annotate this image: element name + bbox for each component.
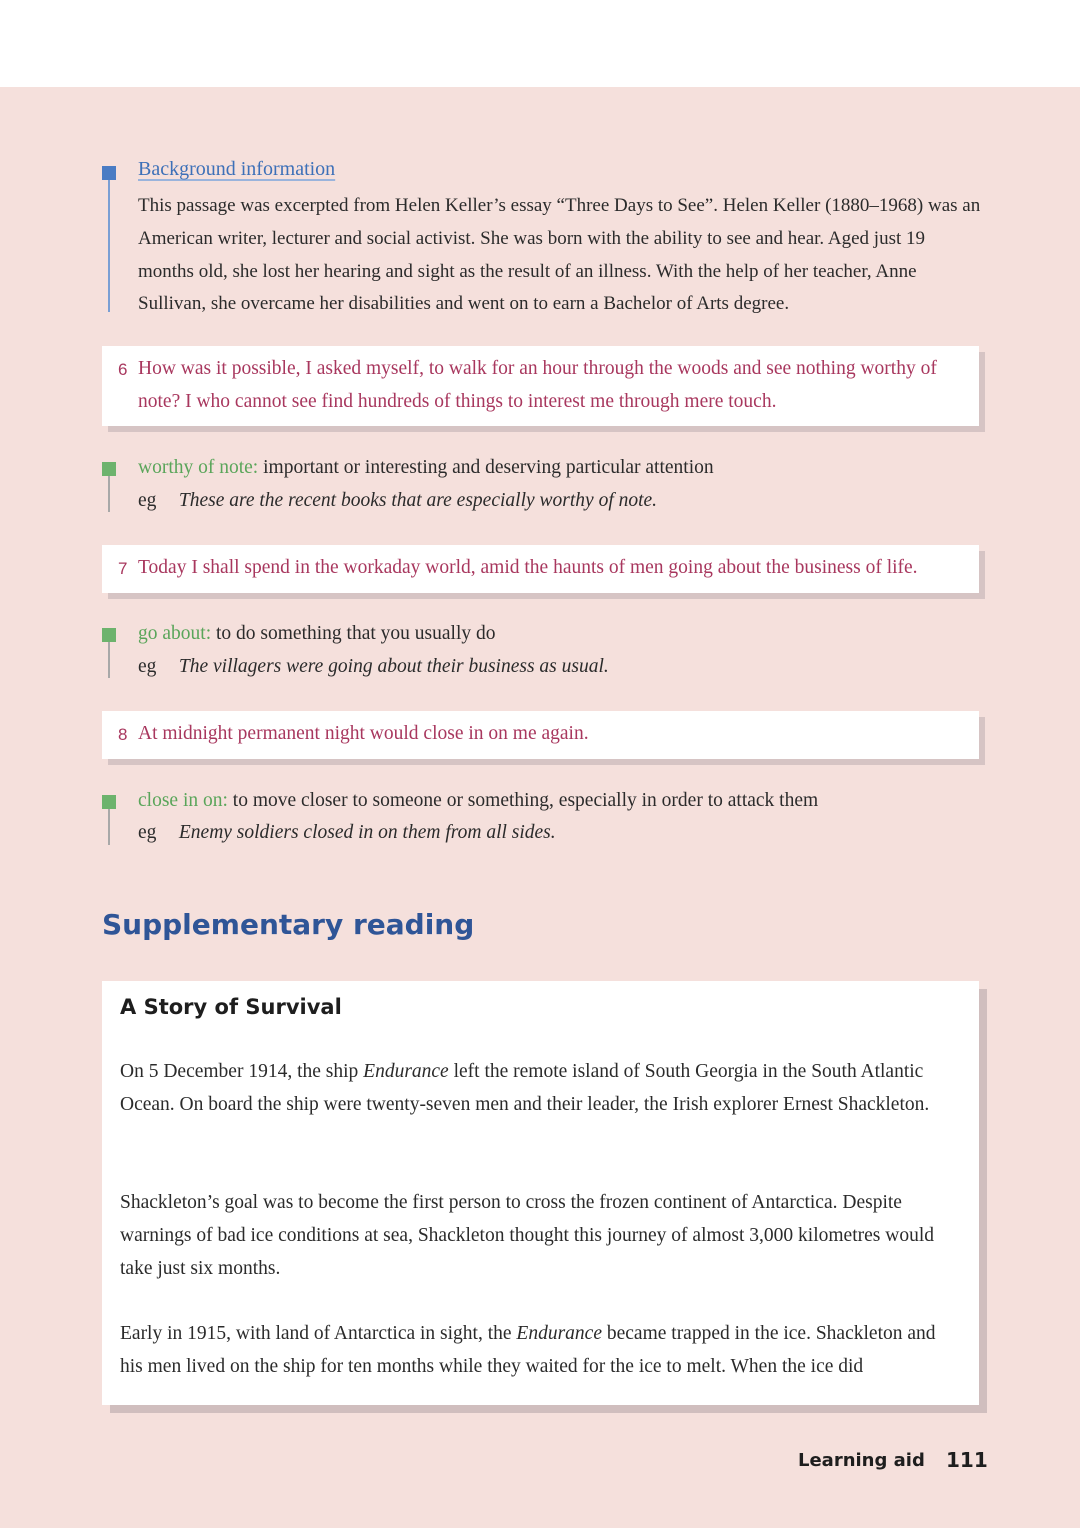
vocab-definition: to move closer to someone or something, especially in order to attack them: [232, 790, 819, 811]
quote-box-8: [102, 711, 979, 759]
blue-square-icon: [102, 166, 116, 180]
background-info-text: This passage was excerpted from Helen Keller’s essay “Three Days to See”. Helen Keller (1880–1968) was an American writer, lecturer and social activist. She was born with the ability to see and hear. Aged just 19 months old, she lost her hearing and sight as the result of an illness. With the help of her teacher, Anne Sullivan, she overcame her disabilities and went on to earn a Bachelor of Arts degree.: [138, 195, 981, 315]
story-paragraph-3: [120, 1318, 955, 1384]
green-square-icon: [102, 462, 116, 476]
vocab-entry-go-about: [138, 623, 495, 645]
example-sentence: These are the recent books that are especially worthy of note.: [178, 490, 658, 511]
section-heading: Supplementary reading: [102, 908, 475, 941]
marker-line: [108, 642, 110, 678]
footer-section-label: Learning aid: [798, 1450, 925, 1471]
ship-name: Endurance: [516, 1323, 602, 1344]
vocab-entry-worthy-of-note: [138, 457, 714, 479]
background-info-title: Background information: [138, 158, 336, 180]
story-paragraph-2: Shackleton’s goal was to become the first person to cross the frozen continent of Antarctica. Despite warnings of bad ice conditions at sea, Shackleton thought this journey of almost 3,000 kilometres would take just six months.: [120, 1192, 934, 1279]
eg-label: eg: [138, 490, 157, 511]
text-span: On 5 December 1914, the ship: [120, 1061, 364, 1082]
quote-number: 6: [118, 360, 128, 379]
vocab-example: [138, 822, 556, 844]
green-square-icon: [102, 795, 116, 809]
marker-line: [108, 476, 110, 512]
vocab-example: [138, 490, 657, 512]
quote-text: At midnight permanent night would close in on me again.: [138, 723, 589, 744]
quote-number: 7: [118, 559, 128, 578]
marker-line: [108, 809, 110, 845]
quote-text: Today I shall spend in the workaday world, amid the haunts of men going about the business of life.: [138, 557, 918, 578]
example-sentence: Enemy soldiers closed in on them from all sides.: [178, 822, 556, 843]
vocab-term: worthy of note:: [138, 457, 259, 478]
marker-line: [108, 180, 110, 312]
text-span: left the remote island of South Georgia in the South Atlantic Ocean. On board the ship were twenty-seven men and their leader, the Irish explorer Ernest Shackleton.: [120, 1061, 930, 1115]
text-span: Early in 1915, with land of Antarctica in sight, the: [120, 1323, 517, 1344]
eg-label: eg: [138, 822, 157, 843]
story-box: [102, 981, 979, 1405]
quote-box-7: [102, 545, 979, 593]
vocab-definition: important or interesting and deserving particular attention: [263, 457, 714, 478]
example-sentence: The villagers were going about their business as usual.: [178, 656, 609, 677]
text-span: became trapped in the ice. Shackleton and his men lived on the ship for ten months while they waited for the ice to melt. When the ice did: [120, 1323, 936, 1377]
vocab-definition: to do something that you usually do: [216, 623, 496, 644]
vocab-example: [138, 656, 609, 678]
story-title: A Story of Survival: [120, 995, 342, 1019]
ship-name: Endurance: [363, 1061, 449, 1082]
green-square-icon: [102, 628, 116, 642]
quote-text: How was it possible, I asked myself, to walk for an hour through the woods and see nothing worthy of note? I who cannot see find hundreds of things to interest me through mere touch.: [138, 358, 937, 412]
vocab-term: go about:: [138, 623, 212, 644]
eg-label: eg: [138, 656, 157, 677]
quote-box-6: [102, 346, 979, 426]
story-paragraph-1: [120, 1056, 955, 1122]
quote-number: 8: [118, 725, 128, 744]
vocab-entry-close-in-on: [138, 790, 818, 812]
page-number: 111: [946, 1448, 988, 1472]
vocab-term: close in on:: [138, 790, 228, 811]
